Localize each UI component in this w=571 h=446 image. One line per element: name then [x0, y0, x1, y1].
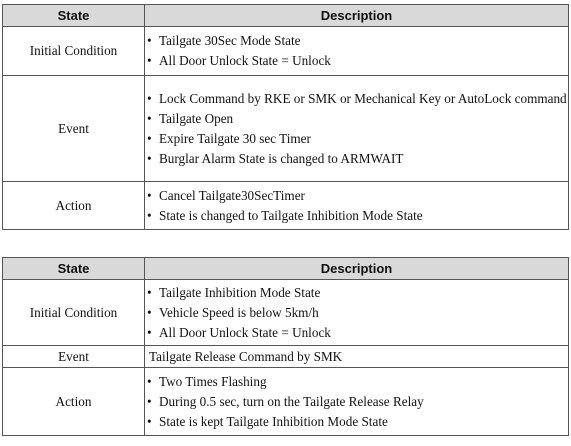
table-header-row: [3, 5, 569, 27]
description-cell: [145, 280, 569, 346]
table-row: [3, 280, 569, 346]
list-item: • Lock Command by RKE or SMK or Mechanical Key or AutoLock command: [145, 89, 568, 109]
state-table-1: [2, 4, 569, 230]
description-list: [145, 31, 568, 71]
list-item: • Cancel Tailgate30SecTimer: [145, 186, 568, 206]
list-item: • Tailgate 30Sec Mode State: [145, 31, 568, 51]
list-item: • State is kept Tailgate Inhibition Mode State: [145, 412, 568, 432]
header-description: Description: [145, 258, 569, 280]
state-cell: Action: [3, 368, 145, 436]
list-item: • During 0.5 sec, turn on the Tailgate Release Relay: [145, 392, 568, 412]
state-cell: Initial Condition: [3, 280, 145, 346]
list-item: • Expire Tailgate 30 sec Timer: [145, 129, 568, 149]
table-row: [3, 27, 569, 76]
description-cell: [145, 368, 569, 436]
list-item: • Two Times Flashing: [145, 372, 568, 392]
state-cell: Event: [3, 346, 145, 368]
header-state: State: [3, 258, 145, 280]
description-list: [145, 186, 568, 226]
state-cell: Initial Condition: [3, 27, 145, 76]
table-row: [3, 368, 569, 436]
header-state: State: [3, 5, 145, 27]
list-item: • Tailgate Open: [145, 109, 568, 129]
header-description: Description: [145, 5, 569, 27]
table-header-row: [3, 258, 569, 280]
list-item: • All Door Unlock State = Unlock: [145, 51, 568, 71]
list-item: • Burglar Alarm State is changed to ARMWAIT: [145, 149, 568, 169]
list-item: • Vehicle Speed is below 5km/h: [145, 303, 568, 323]
state-cell: Event: [3, 76, 145, 182]
table-row: [3, 76, 569, 182]
list-item: • State is changed to Tailgate Inhibition Mode State: [145, 206, 568, 226]
list-item: • Tailgate Inhibition Mode State: [145, 283, 568, 303]
description-list: [145, 283, 568, 343]
description-list: [145, 372, 568, 432]
state-table-2: [2, 257, 569, 436]
table-row: [3, 182, 569, 230]
description-cell: Tailgate Release Command by SMK: [145, 346, 569, 368]
table-row: [3, 346, 569, 368]
description-cell: [145, 182, 569, 230]
description-cell: [145, 27, 569, 76]
description-list: [145, 89, 568, 169]
description-cell: [145, 76, 569, 182]
list-item: • All Door Unlock State = Unlock: [145, 323, 568, 343]
state-cell: Action: [3, 182, 145, 230]
